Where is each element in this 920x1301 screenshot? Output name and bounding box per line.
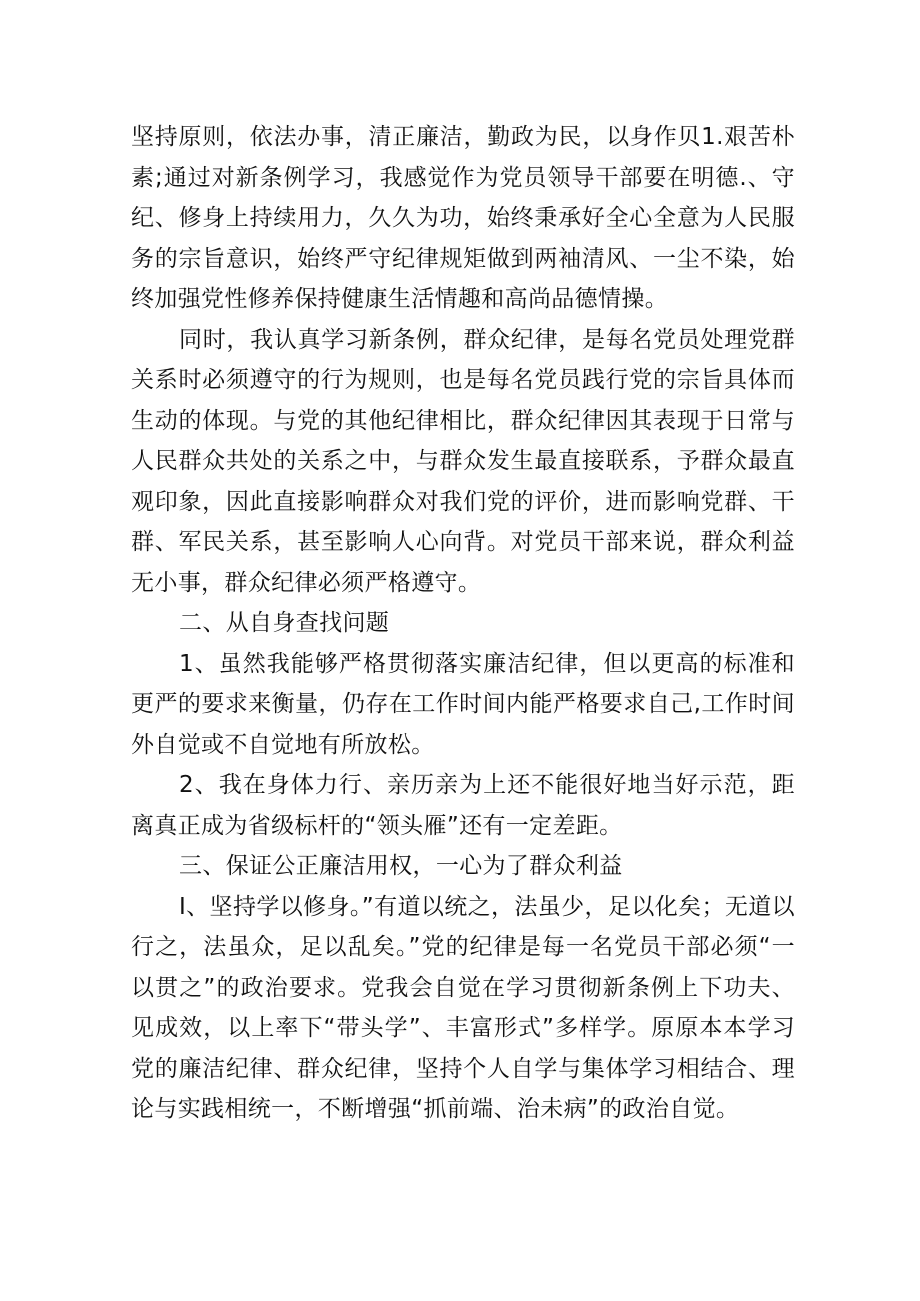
paragraph-study-self-cultivation: I、坚持学以修身。”有道以统之，法虽少，足以化矣；无道以行之，法虽众，足以乱矣。”党的纪律是每一名党员干部必须“一以贯之”的政治要求。党我会自觉在学习贯彻新条例上下功夫、见成效，以上率下“带头学”、丰富形式”多样学。原原本本学习党的廉洁纪律、群众纪律，坚持个人自学与集体学习相结合、理论与实践相统一，不断增强“抓前端、治未病”的政治自觉。 xyxy=(131,893,795,1122)
paragraph-integrity-continued: 坚持原则，依法办事，清正廉洁，勤政为民，以身作贝1.艰苦朴素;通过对新条例学习，我感觉作为党员领导干部要在明德.、守纪、修身上持续用力，久久为功，始终秉承好全心全意为人民服务的宗旨意识，始终严守纪律规矩做到两袖清风、一尘不染，始终加强党性修养保持健康生活情趣和高尚品德情操。 xyxy=(131,124,795,312)
section-heading-problems: 二、从自身查找问题 xyxy=(179,610,390,636)
paragraph-mass-discipline: 同时，我认真学习新条例，群众纪律，是每名党员处理党群关系时必须遵守的行为规则，也是每名党员践行党的宗旨具体而生动的体现。与党的其他纪律相比，群众纪律因其表现于日常与人民群众共处的关系之中，与群众发生最直接联系，予群众最直观印象，因此直接影响群众对我们党的评价，进而影响党群、干群、军民关系，甚至影响人心向背。对党员干部来说，群众利益无小事，群众纪律必须严格遵守。 xyxy=(131,326,795,596)
paragraph-problem-1: 1、虽然我能够严格贯彻落实廉洁纪律，但以更高的标准和更严的要求来衡量，仍存在工作时间内能严格要求自己,工作时间外自觉或不自觉地有所放松。 xyxy=(131,650,795,758)
paragraph-problem-2: 2、我在身体力行、亲历亲为上还不能很好地当好示范，距离真正成为省级标杆的“领头雁”还有一定差距。 xyxy=(131,772,795,839)
document-body xyxy=(131,117,795,1130)
section-heading-fair-power: 三、保证公正廉洁用权，一心为了群众利益 xyxy=(179,853,623,879)
